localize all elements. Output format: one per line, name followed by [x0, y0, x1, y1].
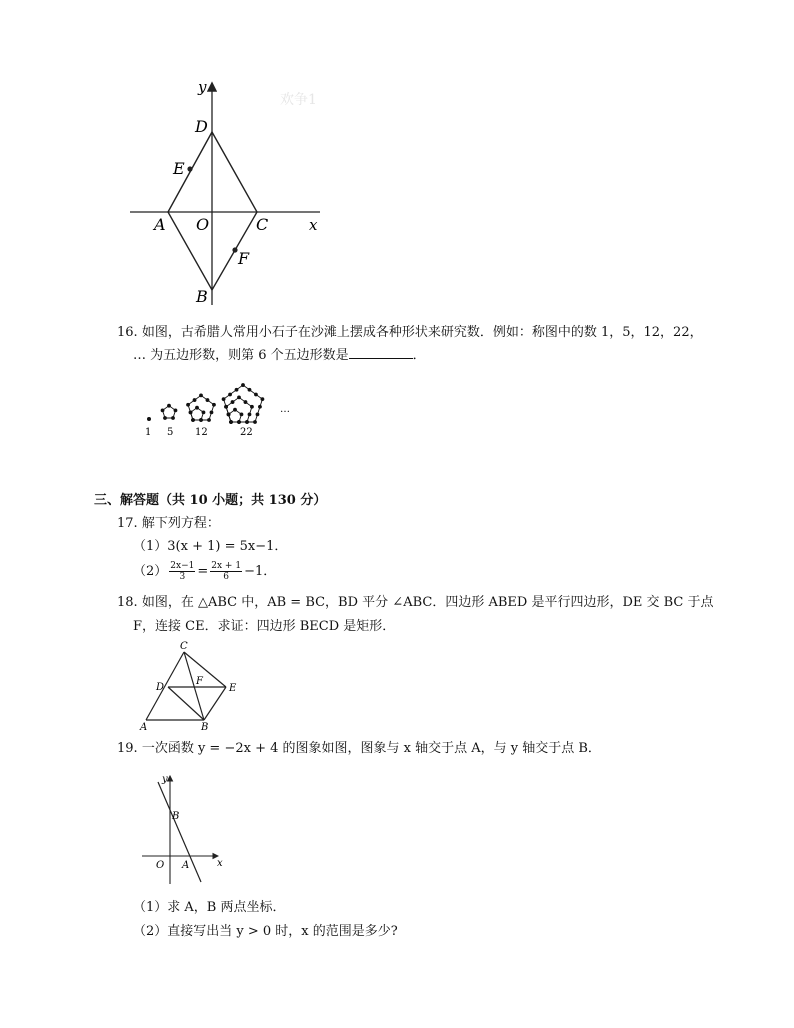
stone-dot: [195, 406, 199, 410]
stone-dot: [250, 405, 254, 409]
stone-dot: [248, 412, 252, 416]
stone-dot: [231, 400, 235, 404]
q19-label-x: x: [217, 858, 223, 869]
q18-number: 18.: [117, 595, 138, 610]
pentagon-number-5: 5: [167, 427, 174, 438]
rhombus-figure: [120, 70, 340, 320]
q19-part2: （2）直接写出当 y > 0 时，x 的范围是多少?: [133, 924, 398, 939]
watermark-text: 欢争1: [280, 92, 317, 108]
stone-dot: [241, 383, 245, 387]
point-f: [232, 247, 237, 252]
pentagonal-numbers-figure: [140, 372, 300, 442]
stone-dot: [224, 405, 228, 409]
stone-dot: [186, 403, 190, 407]
fraction-left-denominator: 3: [179, 572, 186, 582]
stone-dot: [258, 405, 262, 409]
label-y: y: [198, 78, 207, 96]
stone-dot: [233, 408, 237, 412]
section-title: 三、解答题（共 10 小题；共 130 分）: [94, 493, 327, 508]
q17-part2-prefix: （2）: [133, 564, 168, 579]
stone-dot: [210, 410, 214, 414]
q18-label-e: E: [229, 683, 237, 694]
dot-pattern-12: [186, 393, 216, 421]
q18-label-d: D: [156, 682, 165, 693]
q18-label-b: B: [201, 722, 209, 732]
pentagon-number-22: 22: [240, 427, 253, 438]
stone-dot: [248, 388, 252, 392]
fraction-left-numerator: 2x−1: [170, 561, 195, 571]
stone-dot: [235, 388, 239, 392]
label-f: F: [238, 249, 250, 268]
label-a: A: [154, 215, 166, 234]
fraction-right-denominator: 6: [223, 572, 230, 582]
pentagon-number-1: 1: [145, 427, 152, 438]
stone-dot: [245, 420, 249, 424]
stone-dot: [193, 398, 197, 402]
stone-dot: [199, 418, 203, 422]
q16-number: 16.: [117, 325, 138, 340]
stone-dot: [171, 416, 175, 420]
point-e: [187, 166, 192, 171]
dot-pattern-22: [222, 383, 265, 424]
q17-part2: [133, 561, 276, 582]
parallelogram-figure: [138, 640, 248, 732]
label-c: C: [256, 215, 269, 234]
pentagon-outline: [224, 385, 263, 422]
stone-dot: [253, 420, 257, 424]
q17-part2-suffix: −1．: [244, 564, 277, 579]
stone-dot: [229, 420, 233, 424]
q17-prompt: [117, 514, 220, 534]
q17-prompt-text: 解下列方程：: [141, 516, 220, 531]
pentagon-outline: [188, 395, 214, 420]
stone-dot: [207, 418, 211, 422]
dot-pattern-5: [161, 404, 178, 420]
fraction-left: [169, 561, 195, 582]
q19-number: 19.: [117, 741, 138, 756]
stone-dot: [227, 412, 231, 416]
fraction-right: [210, 561, 242, 582]
q16-text-line1: 如图，古希腊人常用小石子在沙滩上摆成各种形状来研究数．例如：称图中的数 1，5，12，22，: [141, 325, 703, 340]
q18-line1: [117, 593, 714, 613]
q19-line1: [117, 739, 601, 759]
stone-dot: [189, 410, 193, 414]
stone-dot: [240, 412, 244, 416]
equals-sign: =: [197, 564, 209, 579]
stone-dot: [161, 408, 165, 412]
linear-function-graph: [138, 770, 233, 888]
stone-dot: [237, 420, 241, 424]
q19-part1: （1）求 A，B 两点坐标．: [133, 900, 286, 915]
stone-dot: [206, 398, 210, 402]
stone-dot: [191, 418, 195, 422]
stone-dot: [167, 404, 171, 408]
stone-dot: [212, 403, 216, 407]
q16-text-end: ．: [412, 348, 426, 363]
stone-dot: [202, 410, 206, 414]
stone-dot: [244, 400, 248, 404]
dot-pattern-1: [147, 417, 151, 421]
q16-line1: [117, 323, 703, 343]
q18-label-a: A: [140, 722, 148, 732]
stone-dot: [261, 397, 265, 401]
stone-dot: [163, 416, 167, 420]
pentagon-number-12: 12: [195, 427, 208, 438]
q19-label-y: y: [162, 774, 168, 785]
q17-part1: （1）3(x + 1) = 5x−1．: [133, 539, 288, 554]
q16-text-line2: … 为五边形数，则第 6 个五边形数是: [133, 348, 349, 363]
label-b: B: [196, 287, 208, 306]
q17-number: 17.: [117, 516, 138, 531]
q18-label-c: C: [180, 641, 188, 652]
q19-text-line1: 一次函数 y = −2x + 4 的图象如图，图象与 x 轴交于点 A，与 y 轴交于点 B．: [141, 741, 601, 756]
label-d: D: [195, 117, 208, 136]
stone-dot: [254, 393, 258, 397]
stone-dot: [237, 395, 241, 399]
label-o: O: [196, 215, 210, 234]
q18-text-line1: 如图，在 △ABC 中，AB = BC，BD 平分 ∠ABC．四边形 ABED 是平行四边形，DE 交 BC 于点: [141, 595, 714, 610]
q18-line2: F，连接 CE．求证：四边形 BECD 是矩形．: [133, 619, 396, 634]
stone-dot: [228, 393, 232, 397]
fraction-right-numerator: 2x + 1: [211, 561, 242, 571]
ellipsis: …: [280, 404, 290, 415]
q16-line2: [133, 346, 426, 366]
stone-dot: [222, 397, 226, 401]
answer-blank[interactable]: [349, 346, 413, 359]
stone-dot: [256, 412, 260, 416]
q18-label-f: F: [196, 676, 203, 687]
label-x: x: [309, 216, 318, 234]
stone-dot: [199, 393, 203, 397]
q19-label-a: A: [182, 860, 190, 871]
q19-label-o: O: [156, 860, 165, 871]
q19-label-b: B: [172, 811, 180, 822]
label-e: E: [173, 159, 185, 178]
function-line: [158, 782, 201, 882]
stone-dot: [174, 408, 178, 412]
